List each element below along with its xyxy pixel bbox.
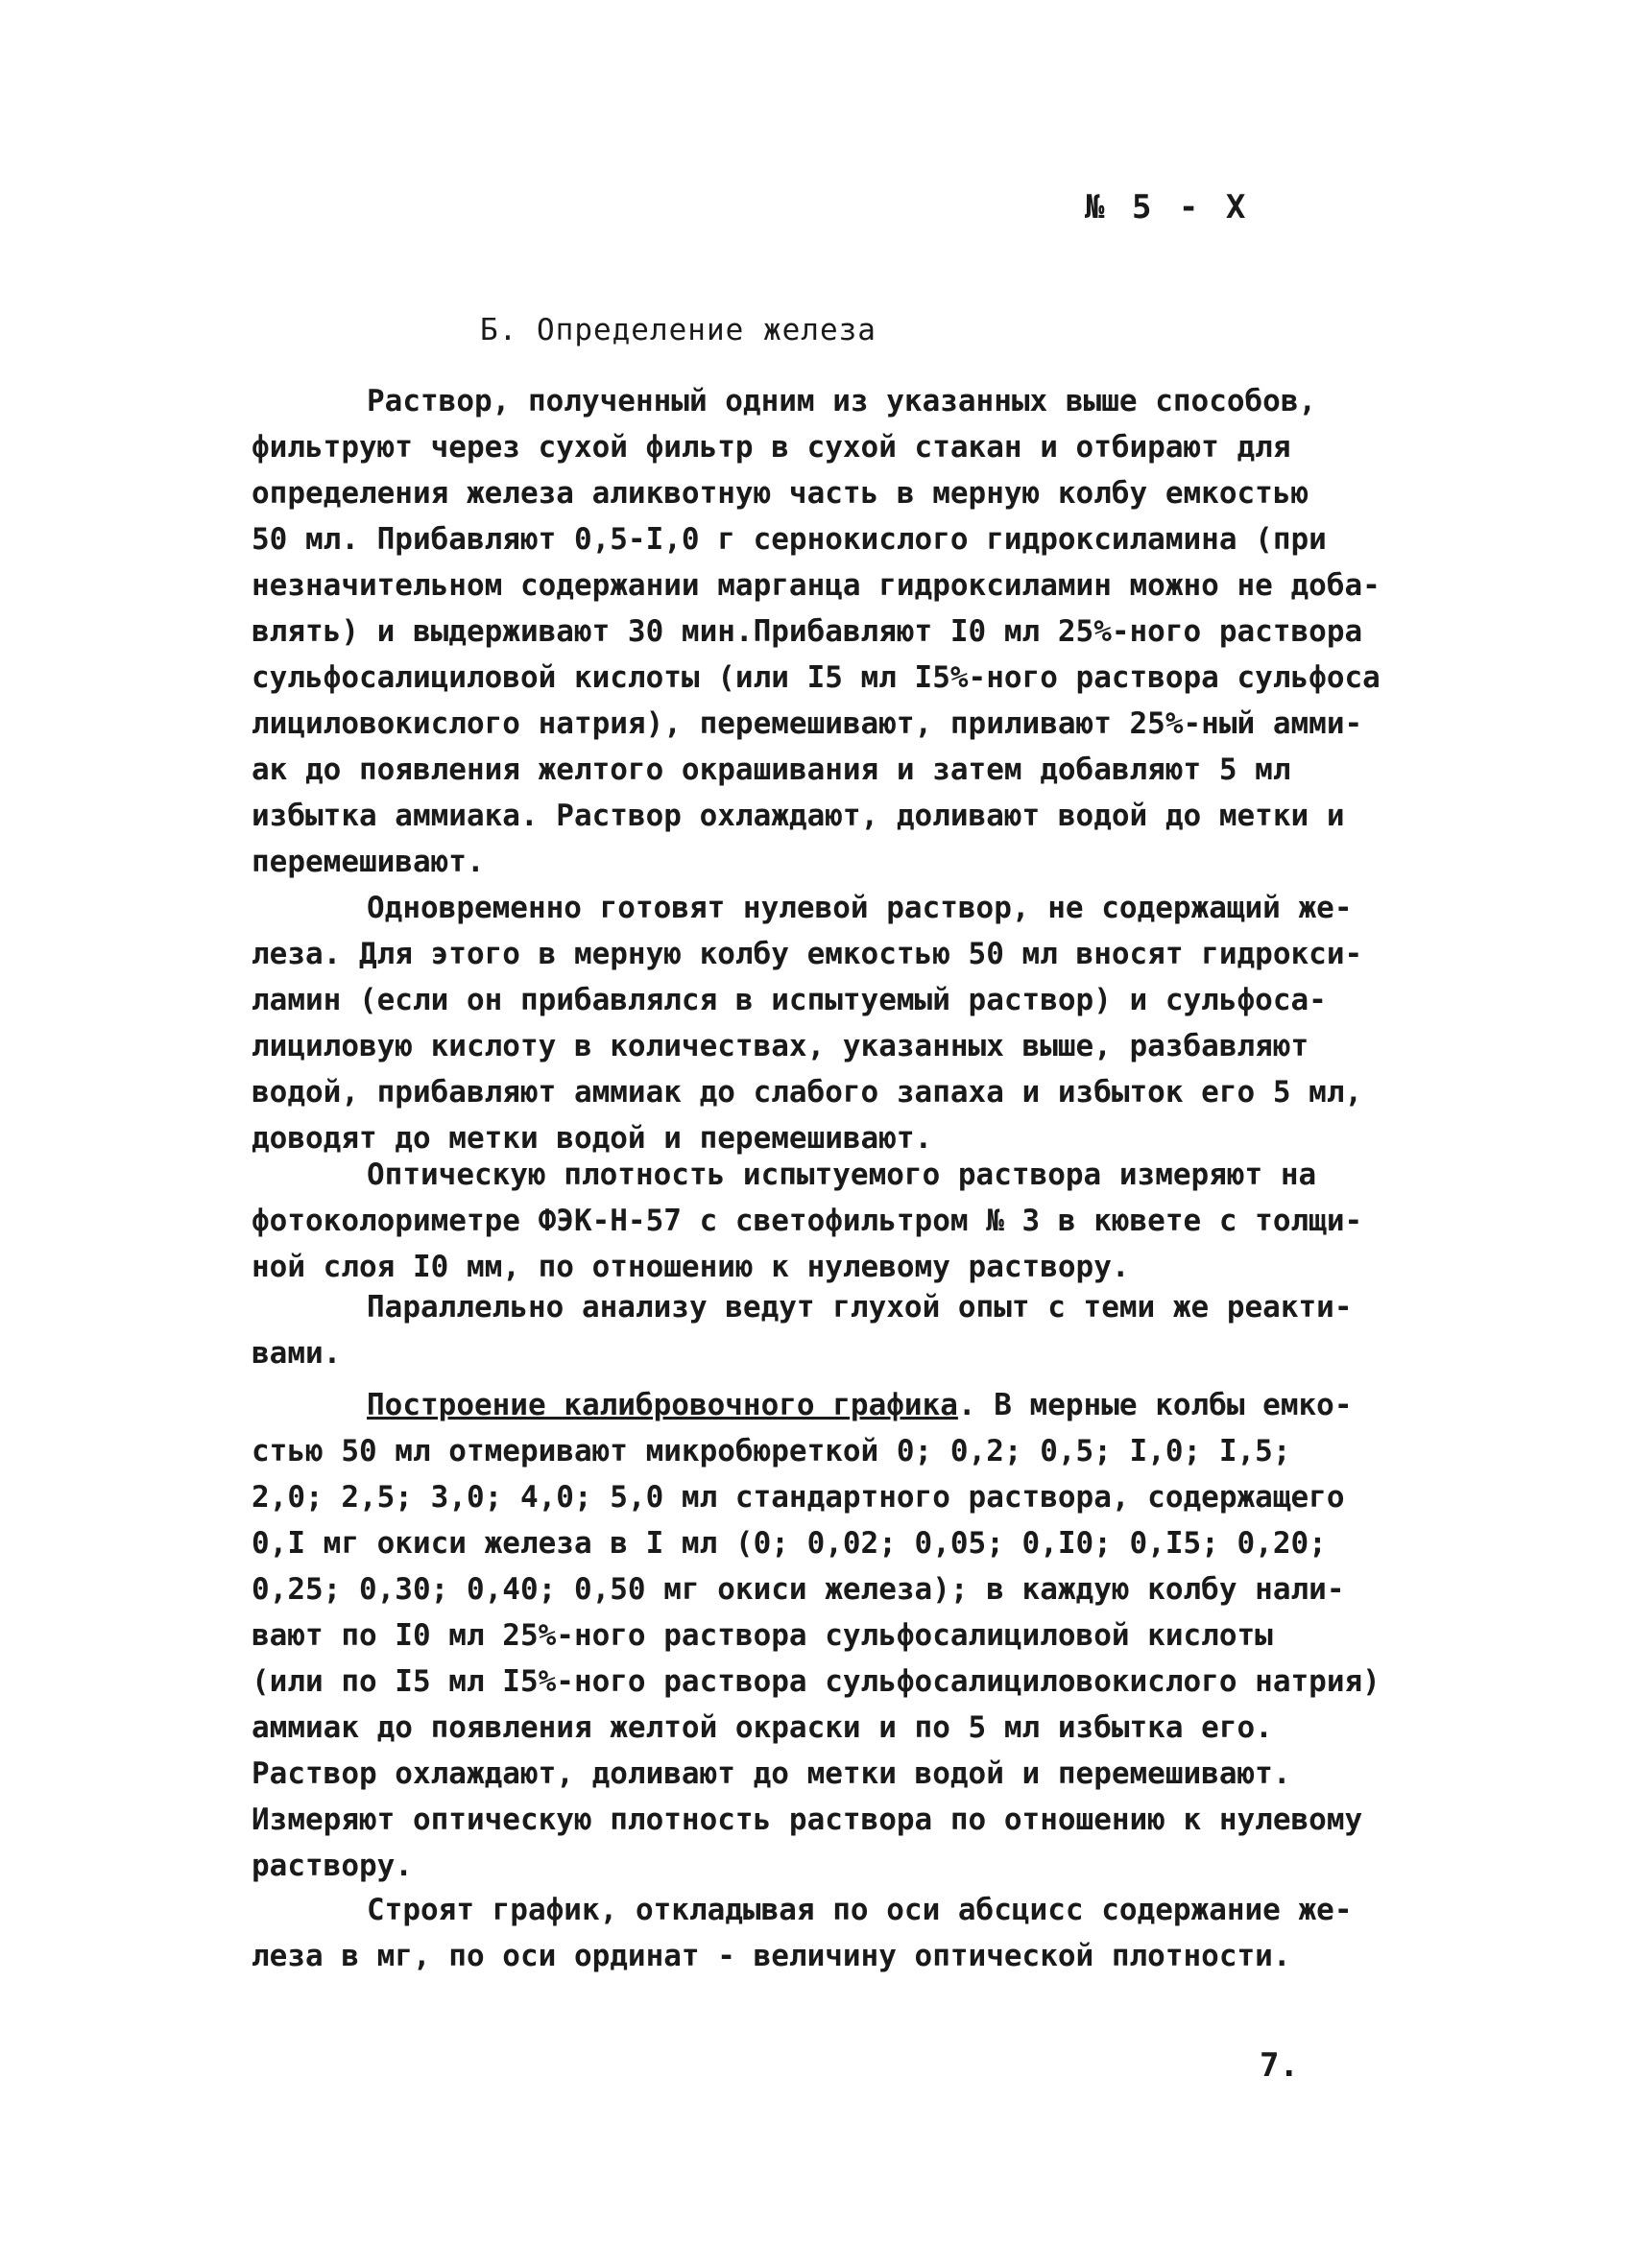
text-line (252, 1382, 1442, 1428)
paragraph-dissolved-solution (252, 378, 1442, 885)
text-line: Одновременно готовят нулевой раствор, не содержащий же- (367, 891, 1353, 925)
text-line: вают по I0 мл 25%-ного раствора сульфосалициловой кислоты (252, 1618, 1273, 1653)
text-line: 0,25; 0,30; 0,40; 0,50 мг окиси железа); в каждую колбу нали- (252, 1572, 1345, 1607)
text-line: раствору. (252, 1849, 413, 1883)
paragraph-optical-density (252, 1152, 1442, 1290)
text-line: незначительном содержании марганца гидроксиламин можно не доба- (252, 568, 1381, 603)
text-line: ной слоя I0 мм, по отношению к нулевому раствору. (252, 1250, 1130, 1284)
paragraph-calibration-graph (252, 1382, 1442, 1889)
text-line: Измеряют оптическую плотность раствора по отношению к нулевому (252, 1802, 1363, 1837)
text-line: доводят до метки водой и перемешивают. (252, 1121, 933, 1156)
text-line: Раствор, полученный одним из указанных выше способов, (367, 384, 1317, 418)
text-line: определения железа аликвотную часть в мерную колбу емкостью (252, 476, 1309, 511)
text-line: Раствор охлаждают, доливают до метки водой и перемешивают. (252, 1756, 1291, 1791)
text-line: 0,I мг окиси железа в I мл (0; 0,02; 0,05; 0,I0; 0,I5; 0,20; (252, 1526, 1327, 1561)
paragraph-zero-solution (252, 885, 1442, 1161)
text-line: лициловокислого натрия), перемешивают, приливают 25%-ный амми- (252, 706, 1363, 741)
text-line: сульфосалициловой кислоты (или I5 мл I5%-ного раствора сульфоса (252, 660, 1381, 695)
text-fragment: . В мерные колбы емко- (957, 1388, 1353, 1422)
paragraph-plot-graph (252, 1887, 1442, 1979)
text-line: стью 50 мл отмеривают микробюреткой 0; 0,2; 0,5; I,0; I,5; (252, 1434, 1291, 1468)
text-line: водой, прибавляют аммиак до слабого запаха и избыток его 5 мл, (252, 1075, 1363, 1110)
text-line: фотоколориметре ФЭК-Н-57 с светофильтром № 3 в кювете с толщи- (252, 1204, 1363, 1238)
text-line: вами. (252, 1336, 342, 1371)
text-line: 50 мл. Прибавляют 0,5-I,0 г сернокислого гидроксиламина (при (252, 522, 1327, 557)
text-line: леза. Для этого в мерную колбу емкостью 50 мл вносят гидрокси- (252, 937, 1363, 971)
subsection-heading: Построение калибровочного графика (367, 1388, 958, 1422)
text-line: лициловую кислоту в количествах, указанных выше, разбавляют (252, 1029, 1309, 1063)
text-line: ак до появления желтого окрашивания и затем добавляют 5 мл (252, 752, 1291, 787)
text-line: влять) и выдерживают 30 мин.Прибавляют I0 мл 25%-ного раствора (252, 614, 1363, 649)
text-line: Строят график, откладывая по оси абсцисс содержание же- (367, 1893, 1353, 1927)
text-line: перемешивают. (252, 845, 485, 879)
paragraph-blank-test (252, 1284, 1442, 1376)
text-line: ламин (если он прибавлялся в испытуемый раствор) и сульфоса- (252, 983, 1327, 1017)
text-line: избытка аммиака. Раствор охлаждают, доливают водой до метки и (252, 799, 1345, 833)
text-line: Параллельно анализу ведут глухой опыт с теми же реакти- (367, 1290, 1353, 1325)
text-line: аммиак до появления желтой окраски и по 5 мл избытка его. (252, 1710, 1273, 1745)
text-line: Оптическую плотность испытуемого раствора измеряют на (367, 1158, 1317, 1192)
text-line: (или по I5 мл I5%-ного раствора сульфосалициловокислого натрия) (252, 1664, 1381, 1699)
text-line: леза в мг, по оси ординат - величину оптической плотности. (252, 1939, 1291, 1973)
text-line: 2,0; 2,5; 3,0; 4,0; 5,0 мл стандартного раствора, содержащего (252, 1480, 1345, 1515)
section-title: Б. Определение железа (480, 313, 877, 347)
document-number: № 5 - X (1085, 188, 1250, 227)
text-line: фильтруют через сухой фильтр в сухой стакан и отбирают для (252, 430, 1291, 465)
page-number: 7. (1260, 2046, 1299, 2085)
